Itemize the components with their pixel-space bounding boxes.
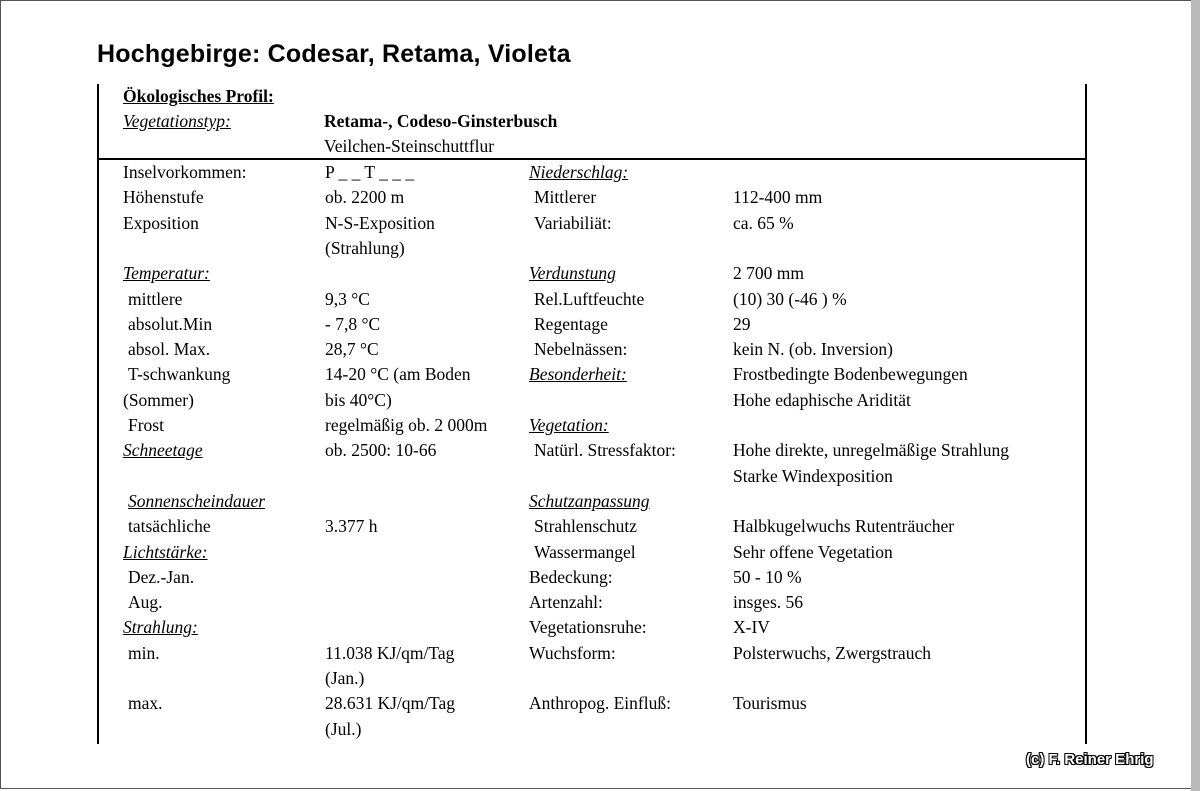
left-value-14: 3.377 h: [325, 516, 378, 537]
vegetation-type-label: Vegetationstyp:: [123, 111, 231, 131]
right-value-7: kein N. (ob. Inversion): [733, 339, 893, 360]
right-value-4: 2 700 mm: [733, 263, 804, 284]
right-value-15: Sehr offene Vegetation: [733, 541, 893, 562]
left-label-14: tatsächliche: [128, 516, 211, 537]
left-label-21: max.: [128, 693, 163, 714]
left-label-19: min.: [128, 642, 160, 663]
right-label-7: Nebelnässen:: [534, 339, 628, 360]
left-label-11: Schneetage: [123, 440, 203, 461]
left-value-10: regelmäßig ob. 2 000m: [325, 415, 488, 435]
page-edge-shadow: [1191, 0, 1200, 791]
left-value-7: 28,7 °C: [325, 339, 379, 360]
right-label-4: Verdunstung: [529, 263, 616, 284]
right-value-11: Hohe direkte, unregelmäßige Strahlung: [733, 440, 1010, 461]
left-label-7: absol. Max.: [128, 339, 211, 360]
left-value-0: P _ _ T _ _ _: [325, 162, 415, 182]
right-label-11: Natürl. Stressfaktor:: [534, 440, 676, 461]
right-value-18: X-IV: [733, 617, 770, 638]
left-value-8: 14-20 °C (am Boden: [325, 364, 471, 385]
right-label-6: Regentage: [534, 313, 608, 334]
left-label-18: Strahlung:: [123, 617, 198, 638]
right-value-19: Polsterwuchs, Zwergstrauch: [733, 642, 931, 663]
right-label-8: Besonderheit:: [529, 364, 627, 385]
copyright-notice: (c) F. Reiner Ehrig: [1026, 751, 1154, 768]
left-value-21: 28.631 KJ/qm/Tag: [325, 693, 456, 714]
right-value-17: insges. 56: [733, 592, 803, 613]
right-label-2: Variabiliät:: [534, 212, 612, 233]
vegetation-type-value: Retama-, Codeso-Ginsterbusch: [324, 111, 558, 131]
right-value-2: ca. 65 %: [733, 212, 794, 233]
profile-heading: Ökologisches Profil:: [123, 86, 274, 106]
right-label-5: Rel.Luftfeuchte: [534, 288, 645, 309]
right-label-14: Strahlenschutz: [534, 516, 638, 537]
right-value-14: Halbkugelwuchs Rutenträucher: [733, 516, 955, 537]
left-label-8: T-schwankung: [128, 364, 231, 385]
right-value-1: 112-400 mm: [733, 187, 823, 208]
right-label-15: Wassermangel: [534, 541, 636, 562]
right-label-16: Bedeckung:: [529, 566, 613, 587]
left-label-17: Aug.: [128, 592, 163, 613]
left-label-1: Höhenstufe: [123, 187, 204, 208]
left-value-20: (Jan.): [325, 668, 365, 688]
left-label-4: Temperatur:: [123, 263, 210, 284]
right-label-18: Vegetationsruhe:: [529, 617, 647, 638]
left-value-1: ob. 2200 m: [325, 187, 405, 208]
right-value-12: Starke Windexposition: [733, 465, 893, 486]
right-value-8: Frostbedingte Bodenbewegungen: [733, 364, 968, 385]
left-value-9: bis 40°C): [325, 389, 392, 410]
right-value-16: 50 - 10 %: [733, 566, 802, 587]
page-title: Hochgebirge: Codesar, Retama, Violeta: [97, 40, 571, 68]
left-label-9: (Sommer): [123, 389, 194, 410]
left-value-11: ob. 2500: 10-66: [325, 440, 437, 461]
left-value-3: (Strahlung): [325, 237, 405, 258]
left-label-0: Inselvorkommen:: [123, 162, 247, 182]
right-label-0: Niederschlag:: [529, 162, 629, 182]
right-label-17: Artenzahl:: [529, 592, 603, 613]
left-label-2: Exposition: [123, 212, 199, 233]
right-value-21: Tourismus: [733, 693, 807, 714]
right-label-10: Vegetation:: [529, 415, 609, 435]
right-value-5: (10) 30 (-46 ) %: [733, 288, 847, 309]
right-label-13: Schutzanpassung: [529, 490, 650, 511]
left-value-6: - 7,8 °C: [325, 313, 381, 334]
right-value-9: Hohe edaphische Aridität: [733, 389, 911, 410]
left-label-15: Lichtstärke:: [123, 541, 208, 562]
left-value-5: 9,3 °C: [325, 288, 370, 309]
left-value-22: (Jul.): [325, 718, 362, 739]
left-value-2: N-S-Exposition: [325, 212, 435, 233]
vegetation-type-value-2: Veilchen-Steinschuttflur: [324, 136, 495, 156]
left-label-13: Sonnenscheindauer: [128, 490, 266, 511]
left-label-16: Dez.-Jan.: [128, 566, 195, 587]
left-value-19: 11.038 KJ/qm/Tag: [325, 642, 455, 663]
left-label-10: Frost: [128, 415, 164, 435]
right-value-6: 29: [733, 313, 751, 334]
table-left-border: [97, 84, 99, 744]
table-right-border: [1085, 84, 1087, 744]
left-label-6: absolut.Min: [128, 313, 213, 334]
left-label-5: mittlere: [128, 288, 183, 309]
right-label-21: Anthropog. Einfluß:: [529, 693, 671, 714]
right-label-1: Mittlerer: [534, 187, 597, 208]
right-label-19: Wuchsform:: [529, 642, 616, 663]
